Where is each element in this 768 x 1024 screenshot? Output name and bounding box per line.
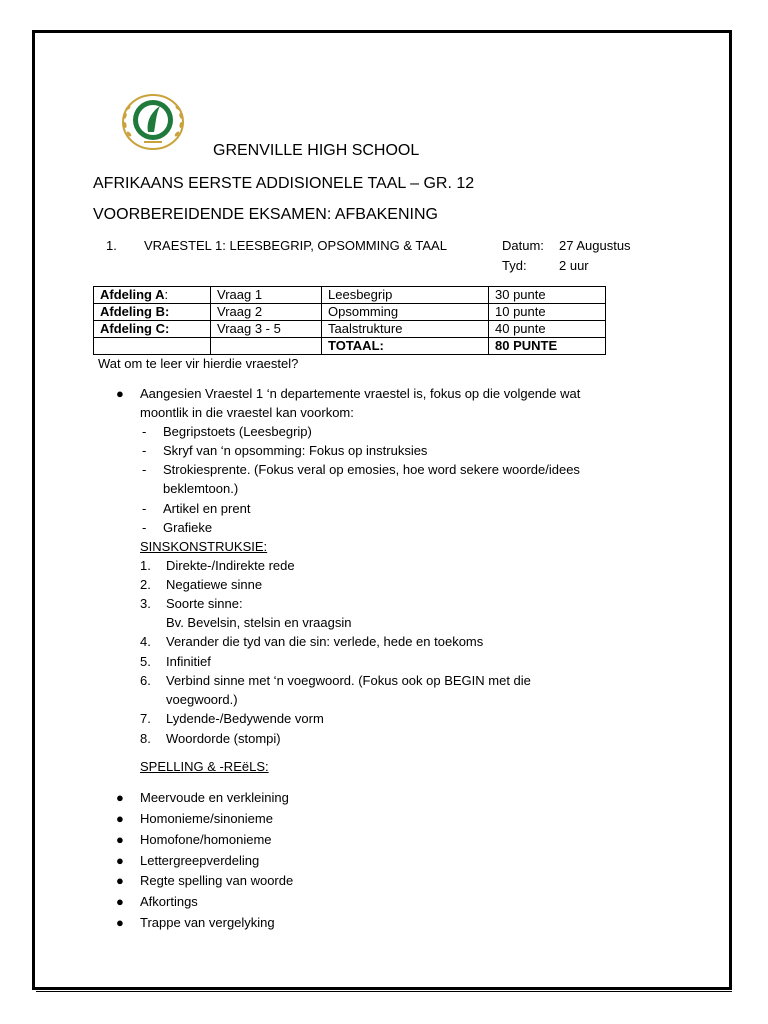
bullet-icon: ● [116, 915, 124, 930]
list-item-continuation: voegwoord.) [166, 692, 238, 707]
dash-icon: - [142, 462, 147, 477]
section-colon: : [164, 287, 169, 302]
list-item: Begripstoets (Leesbegrip) [163, 424, 312, 439]
list-item: Afkortings [140, 894, 198, 909]
topic-cell: Leesbegrip [322, 287, 489, 304]
bullet-icon: ● [116, 853, 124, 868]
list-item: Regte spelling van woorde [140, 873, 294, 888]
list-number: 6. [140, 673, 151, 688]
list-item: Strokiesprente. (Fokus veral op emosies, hoe word sekere woorde/idees [163, 462, 580, 477]
spelling-heading: SPELLING & -REëLS: [140, 759, 269, 774]
question-cell: Vraag 1 [211, 287, 322, 304]
paper-title [106, 238, 447, 253]
list-item: Lydende-/Bedywende vorm [166, 711, 324, 726]
list-number: 4. [140, 634, 151, 649]
paper-title-text: VRAESTEL 1: LEESBEGRIP, OPSOMMING & TAAL [144, 238, 447, 253]
study-question: Wat om te leer vir hierdie vraestel? [98, 356, 299, 371]
list-item: Verander die tyd van die sin: verlede, hede en toekoms [166, 634, 484, 649]
list-number: 7. [140, 711, 151, 726]
bullet-icon: ● [116, 790, 124, 805]
marks-cell: 30 punte [489, 287, 606, 304]
intro-line-2: moontlik in die vraestel kan voorkom: [140, 405, 354, 420]
bullet-icon: ● [116, 873, 124, 888]
list-item-continuation: Bv. Bevelsin, stelsin en vraagsin [166, 615, 352, 630]
list-item: Trappe van vergelyking [140, 915, 275, 930]
section-colon: : [165, 304, 170, 319]
mark-allocation-table [93, 286, 606, 355]
total-label: TOTAAL: [322, 338, 489, 355]
time-value: 2 uur [559, 258, 589, 273]
list-number: 5. [140, 654, 151, 669]
bullet-icon: ● [116, 894, 124, 909]
table-row [94, 304, 606, 321]
list-number: 3. [140, 596, 151, 611]
intro-line-1: Aangesien Vraestel 1 ‘n departemente vraestel is, fokus op die volgende wat [140, 386, 581, 401]
list-number: 1. [140, 558, 151, 573]
school-crest-logo [118, 90, 188, 152]
list-item: Infinitief [166, 654, 211, 669]
section-cell: Afdeling C [100, 321, 165, 336]
list-item: Homofone/homonieme [140, 832, 272, 847]
page-border [32, 30, 732, 990]
topic-cell: Opsomming [322, 304, 489, 321]
dash-icon: - [142, 424, 147, 439]
date-value: 27 Augustus [559, 238, 631, 253]
topic-cell: Taalstrukture [322, 321, 489, 338]
list-item: Artikel en prent [163, 501, 251, 516]
time-label: Tyd: [502, 258, 527, 273]
section-colon: : [165, 321, 170, 336]
bullet-icon: ● [116, 811, 124, 826]
table-row [94, 287, 606, 304]
exam-date [502, 238, 631, 253]
list-item: Lettergreepverdeling [140, 853, 260, 868]
section-cell: Afdeling A [100, 287, 165, 302]
list-item: Soorte sinne: [166, 596, 243, 611]
list-number: 8. [140, 731, 151, 746]
bullet-icon: ● [116, 386, 124, 401]
list-item: Negatiewe sinne [166, 577, 263, 592]
question-cell: Vraag 2 [211, 304, 322, 321]
list-item: Homonieme/sinonieme [140, 811, 273, 826]
bullet-icon: ● [116, 832, 124, 847]
list-item: Meervoude en verkleining [140, 790, 289, 805]
list-item: Grafieke [163, 520, 213, 535]
dash-icon: - [142, 520, 147, 535]
list-item: Verbind sinne met ‘n voegwoord. (Fokus ook op BEGIN met die [166, 673, 531, 688]
table-total-row [94, 338, 606, 355]
dash-icon: - [142, 501, 147, 516]
dash-icon: - [142, 443, 147, 458]
date-label: Datum: [502, 238, 544, 253]
question-cell: Vraag 3 - 5 [211, 321, 322, 338]
sinskonstruksie-heading: SINSKONSTRUKSIE: [140, 539, 268, 554]
list-item: Woordorde (stompi) [166, 731, 281, 746]
marks-cell: 10 punte [489, 304, 606, 321]
exam-heading: VOORBEREIDENDE EKSAMEN: AFBAKENING [93, 206, 438, 223]
exam-duration [502, 258, 589, 273]
table-row [94, 321, 606, 338]
total-value: 80 PUNTE [489, 338, 606, 355]
subject-heading: AFRIKAANS EERSTE ADDISIONELE TAAL – GR. 12 [93, 175, 475, 192]
list-number: 2. [140, 577, 151, 592]
paper-number: 1. [106, 238, 117, 253]
page-border-double-line [36, 991, 732, 992]
list-item: Skryf van ‘n opsomming: Fokus op instruksies [163, 443, 428, 458]
list-item: Direkte-/Indirekte rede [166, 558, 295, 573]
list-item-continuation: beklemtoon.) [163, 481, 239, 496]
marks-cell: 40 punte [489, 321, 606, 338]
school-name-heading: GRENVILLE HIGH SCHOOL [213, 142, 420, 159]
section-cell: Afdeling B [100, 304, 165, 319]
